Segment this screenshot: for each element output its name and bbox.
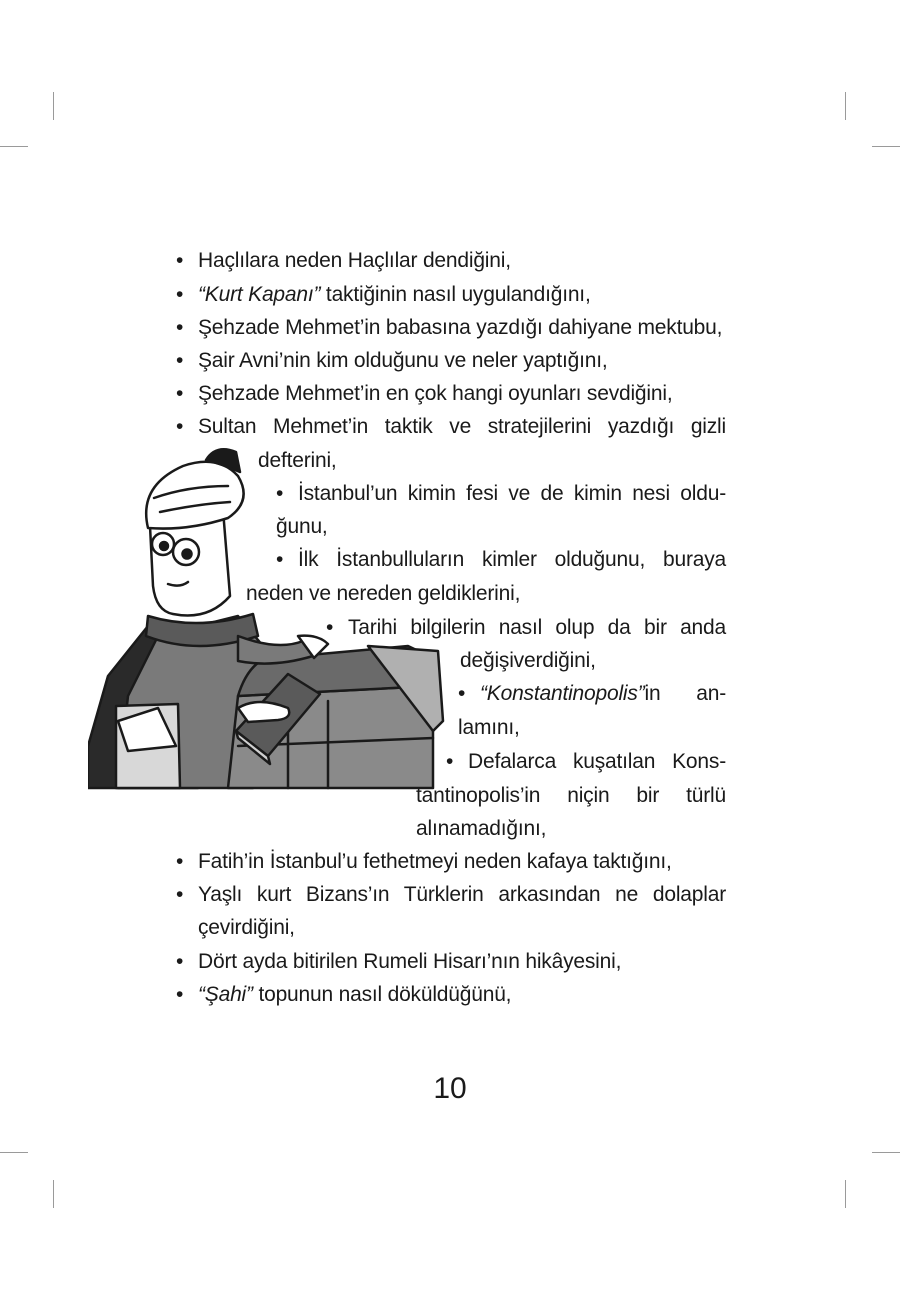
line-text: taktiğinin nasıl uygulandığını, (320, 283, 591, 306)
list-item-line (176, 347, 736, 375)
line-text: alınamadığını, (416, 817, 547, 840)
list-item-line (176, 881, 726, 909)
list-item-line (198, 914, 498, 942)
bullet-dot: • (176, 249, 184, 272)
list-item-line (416, 782, 726, 810)
list-item-line (176, 247, 736, 275)
line-text: Şehzade Mehmet’in babasına yazdığı dahiyane mektubu, (198, 316, 723, 339)
bullet-dot: • (276, 482, 284, 505)
line-text: Dört ayda bitirilen Rumeli Hisarı’nın hikâyesini, (198, 950, 622, 973)
line-text: Defalarca kuşatılan Kons- (468, 750, 726, 773)
list-item-line (276, 546, 726, 574)
bullet-dot: • (176, 415, 184, 438)
italic-term: “Kurt Kapanı” (198, 283, 321, 306)
italic-term: “Konstantinopolis” (480, 682, 645, 705)
list-item-line (258, 447, 458, 475)
list-item-line (458, 714, 608, 742)
line-text: Yaşlı kurt Bizans’ın Türklerin arkasından ne dolaplar (198, 883, 726, 906)
list-item-line (326, 614, 726, 642)
list-item-line (246, 580, 646, 608)
line-text: İstanbul’un kimin fesi ve de kimin nesi oldu- (298, 482, 726, 505)
bullet-dot: • (458, 682, 466, 705)
crop-mark (53, 92, 54, 120)
line-text: Tarihi bilgilerin nasıl olup da bir anda (348, 616, 726, 639)
line-text: çevirdiğini, (198, 916, 295, 939)
bullet-dot: • (446, 750, 454, 773)
line-text: topunun nasıl döküldüğünü, (252, 983, 512, 1006)
crop-mark (0, 146, 28, 147)
bullet-dot: • (176, 983, 184, 1006)
bullet-dot: • (176, 883, 184, 906)
list-item-line (176, 413, 726, 441)
line-text: defterini, (258, 449, 337, 472)
list-item-line (458, 680, 726, 708)
bullet-dot: • (176, 316, 184, 339)
italic-term: “Şahi” (198, 983, 253, 1006)
line-text: ğunu, (276, 515, 328, 538)
list-item-line (176, 948, 736, 976)
list-item-line (416, 815, 616, 843)
bullet-dot: • (276, 548, 284, 571)
crop-mark (845, 1180, 846, 1208)
list-item-line (276, 513, 476, 541)
crop-mark (0, 1152, 28, 1153)
line-text: tantinopolis’in niçin bir türlü (416, 784, 726, 807)
bullet-dot: • (176, 283, 184, 306)
list-item-line (176, 380, 736, 408)
list-item-line (176, 981, 736, 1009)
line-text: lamını, (458, 716, 520, 739)
list-item-line (446, 748, 726, 776)
line-text: Şair Avni’nin kim olduğunu ve neler yaptığını, (198, 349, 608, 372)
line-text: Şehzade Mehmet’in en çok hangi oyunları sevdiğini, (198, 382, 673, 405)
bullet-dot: • (176, 950, 184, 973)
crop-mark (53, 1180, 54, 1208)
list-item-line (176, 281, 736, 309)
bullet-dot: • (176, 382, 184, 405)
line-text: Haçlılara neden Haçlılar dendiğini, (198, 249, 511, 272)
line-text: in an- (644, 682, 726, 705)
page-number: 10 (433, 1072, 467, 1105)
crop-mark (872, 1152, 900, 1153)
bullet-dot: • (176, 349, 184, 372)
list-item-line (276, 480, 726, 508)
list-item-line (176, 848, 736, 876)
line-text: değişiverdiğini, (460, 649, 596, 672)
line-text: İlk İstanbulluların kimler olduğunu, buraya (298, 548, 726, 571)
list-item-line (176, 314, 736, 342)
line-text: neden ve nereden geldiklerini, (246, 582, 521, 605)
bullet-dot: • (176, 850, 184, 873)
list-item-line (460, 647, 720, 675)
bullet-dot: • (326, 616, 334, 639)
line-text: Sultan Mehmet’in taktik ve stratejilerini yazdığı gizli (198, 415, 726, 438)
line-text: Fatih’in İstanbul’u fethetmeyi neden kafaya taktığını, (198, 850, 672, 873)
crop-mark (872, 146, 900, 147)
crop-mark (845, 92, 846, 120)
